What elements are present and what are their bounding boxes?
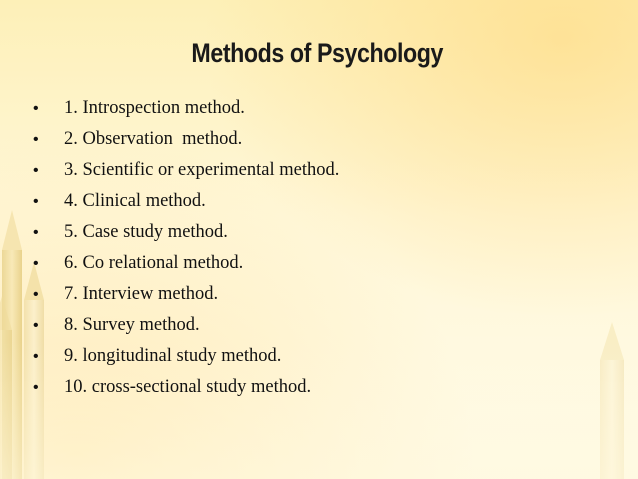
bullet-icon: • — [33, 193, 39, 210]
list-item — [33, 372, 339, 403]
bullet-icon: • — [33, 348, 39, 365]
list-item — [33, 124, 339, 155]
list-item-text: 9. longitudinal study method. — [64, 346, 282, 366]
bullet-icon: • — [33, 255, 39, 272]
list-item-text: 4. Clinical method. — [64, 191, 206, 211]
list-item-text: 3. Scientific or experimental method. — [64, 160, 340, 180]
list-item-text: 2. Observation method. — [64, 129, 243, 149]
list-item-text: 10. cross-sectional study method. — [64, 377, 312, 397]
methods-list — [33, 93, 339, 403]
list-item — [33, 310, 339, 341]
list-item — [33, 186, 339, 217]
bullet-icon: • — [33, 162, 39, 179]
list-item-text: 8. Survey method. — [64, 315, 200, 335]
list-item-text: 1. Introspection method. — [64, 98, 245, 118]
bullet-icon: • — [33, 224, 39, 241]
list-item — [33, 341, 339, 372]
list-item-text: 5. Case study method. — [64, 222, 228, 242]
bullet-icon: • — [33, 100, 39, 117]
list-item — [33, 93, 339, 124]
list-item-text: 7. Interview method. — [64, 284, 219, 304]
slide-title: Methods of Psychology — [191, 38, 444, 68]
list-item — [33, 217, 339, 248]
list-item — [33, 248, 339, 279]
list-item-text: 6. Co relational method. — [64, 253, 244, 273]
bullet-icon: • — [33, 131, 39, 148]
list-item — [33, 155, 339, 186]
bullet-icon: • — [33, 379, 39, 396]
bullet-icon: • — [33, 317, 39, 334]
bullet-icon: • — [33, 286, 39, 303]
list-item — [33, 279, 339, 310]
